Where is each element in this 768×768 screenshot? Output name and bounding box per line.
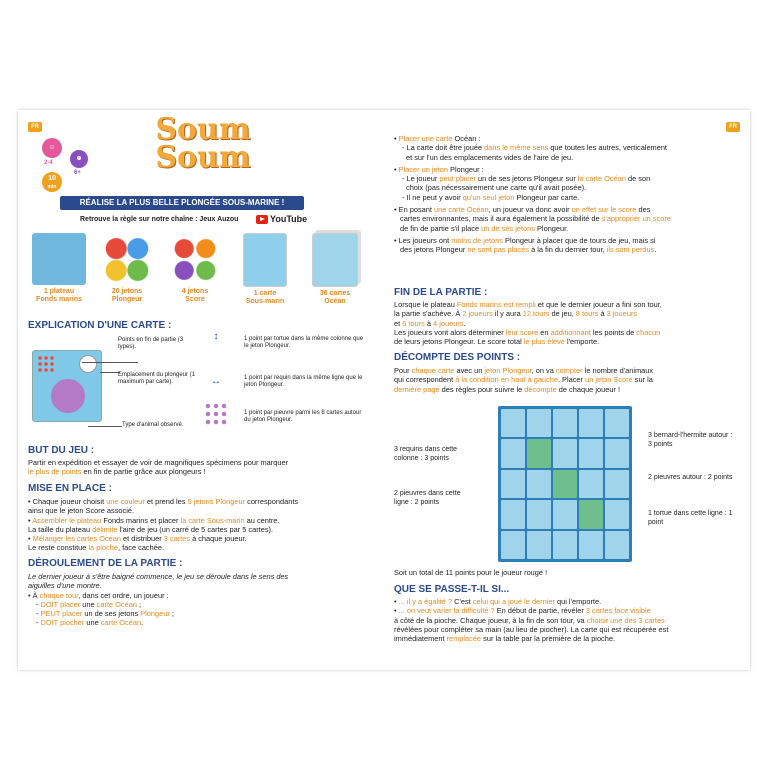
column-arrows-icon: ↕ bbox=[213, 331, 219, 342]
age-icon: ☻ bbox=[70, 150, 88, 168]
players-icon: ☺ bbox=[42, 138, 62, 158]
time-unit: min bbox=[47, 184, 57, 190]
diver-slot bbox=[79, 355, 97, 373]
component-label: 36 cartes Océan bbox=[319, 290, 351, 305]
tagline-banner: RÉALISE LA PLUS BELLE PLONGÉE SOUS-MARINE ! bbox=[60, 196, 304, 210]
youtube-link[interactable] bbox=[256, 214, 307, 224]
explication-title: EXPLICATION D'UNE CARTE : bbox=[28, 320, 172, 331]
youtube-label: YouTube bbox=[270, 214, 308, 224]
annotation-pieuvre: 1 point par pieuvre parmi les 8 cartes autour du jeton Plongeur. bbox=[244, 410, 362, 424]
scoring-total: Soit un total de 11 points pour le joueur rouge ! bbox=[394, 568, 548, 577]
deroulement-text: Le dernier joueur à s'être baigné commence, le jeu se déroule dans le sens des aiguilles d'une montre. • À chaque tour, dans cet ordre, un joueur : - DOIT placer une carte Océan ; - PEUT placer un de ses jetons Plongeur ; - DOIT piocher une carte Océan. bbox=[28, 572, 289, 628]
scoring-note-turtle: 1 tortue dans cette ligne : 1 point bbox=[648, 510, 733, 526]
passe-text: • ... il y a égalité ? C'est celui qui a joué le dernier qui l'emporte. • ... on veut varier la difficulté ? En début de partie, révéler 3 cartes face visible à côté de la pioche. Chaque joueur, à la fin de son tour, va choisir une des 3 cartes révélées pour compléter sa main (au lieu de piocher). La carte qui est récupérée est immédiatement remplacée sur la table par la première de la pioche. bbox=[394, 597, 669, 644]
annotation-requin: 1 point par requin dans la même ligne que le jeton Plongeur. bbox=[244, 375, 363, 389]
decompte-text: Pour chaque carte avec un jeton Plongeur, on va compter le nombre d'animaux qui correspondent à la condition en haut à gauche. Placer un jeton Score sur la dernière page des règles pour suivre le décompte de chaque joueur ! bbox=[394, 366, 654, 394]
but-title: BUT DU JEU : bbox=[28, 445, 95, 456]
fin-text: Lorsque le plateau Fonds marins est rempli et que le dernier joueur a fini son tour, la partie s'achève. À 2 joueurs il y aura 12 tours de jeu, 8 tours à 3 joueurs et 6 tours à 4 joueurs. Les joueurs vont alors déterminer leur score en additionnant les points de chacun de leurs jetons Plongeur. Le score total le plus élevé l'emporte. bbox=[394, 300, 662, 347]
scoring-note-octopus-around: 2 pieuvres autour : 2 points bbox=[648, 474, 733, 481]
but-text: Partir en expédition et essayer de voir de magnifiques spécimens pour marquer le plus de points en fin de partie grâce aux plongeurs ! bbox=[28, 458, 289, 477]
left-page bbox=[18, 110, 384, 670]
deroulement-title: DÉROULEMENT DE LA PARTIE : bbox=[28, 558, 183, 569]
age-label: 6+ bbox=[74, 170, 81, 176]
mise-text: • Chaque joueur choisit une couleur et prend les 5 jetons Plongeur correspondants ainsi que le jeton Score associé. • Assembler le plateau Fonds marins et placer la carte Sous-marin au centre. La taille du plateau délimite l'aire de jeu (un carré de 5 cartes par 5 cartes). • Mélanger les cartes Océan et distribuer 3 cartes à chaque joueur. Le reste constitue la pioche, face cachée. bbox=[28, 497, 299, 553]
points-dots bbox=[37, 355, 55, 373]
score-tokens-image bbox=[168, 233, 222, 285]
component-diver-tokens bbox=[94, 233, 160, 304]
diver-tokens-image bbox=[100, 233, 154, 285]
component-label: 4 jetons Score bbox=[181, 288, 209, 303]
component-label: 1 carte Sous-marin bbox=[245, 290, 285, 305]
language-tag-right: FR bbox=[726, 122, 740, 132]
ocean-cards-image bbox=[312, 233, 358, 287]
annotation-type: Type d'animal observé. bbox=[122, 422, 184, 428]
component-label: 1 plateau Fonds marins bbox=[36, 288, 82, 303]
submarine-card-image bbox=[243, 233, 287, 287]
channel-text: Retrouve la règle sur notre chaîne : Jeux Auzou bbox=[80, 216, 239, 223]
surrounding-octopus-icon bbox=[204, 402, 228, 426]
component-label: 20 jetons Plongeur bbox=[111, 288, 143, 303]
board-image bbox=[32, 233, 86, 285]
rulebook-spread bbox=[18, 110, 750, 670]
example-card bbox=[32, 350, 102, 422]
clock-icon bbox=[42, 172, 62, 192]
component-ocean-cards bbox=[302, 233, 368, 306]
players-count: 2-4 bbox=[44, 160, 53, 166]
logo-line1: Soum bbox=[155, 112, 251, 147]
scoring-note-hermit: 3 bernard-l'hermite autour : 3 points bbox=[648, 432, 733, 448]
component-score-tokens bbox=[162, 233, 228, 304]
annotation-tortue: 1 point par tortue dans la même colonne que le jeton Plongeur. bbox=[244, 336, 364, 350]
language-tag: FR bbox=[28, 122, 42, 132]
time-value: 10 bbox=[48, 175, 56, 182]
fin-title: FIN DE LA PARTIE : bbox=[394, 287, 488, 298]
mise-title: MISE EN PLACE : bbox=[28, 483, 112, 494]
component-board bbox=[26, 233, 92, 304]
placement-rules: • Placer une carte Océan : - La carte doit être jouée dans le même sens que toutes les autres, verticalement et sur l'un des emplacements vides de l'aire de jeu. • Placer un jeton Plongeur : - Le joueur peut placer un de ses jetons Plongeur sur la carte Océan de son choix (pas nécessairement une carte qu'il avait posée). - Il ne peut y avoir qu'un seul jeton Plongeur par carte. • En posant une carte Océan, un joueur va donc avoir un effet sur le score des cartes environnantes, mais il aura également la possibilité de s'approprier un score de fin de partie s'il place un de ses jetons Plongeur. • Les joueurs ont moins de jetons Plongeur à placer que de tours de jeu, mais si des jetons Plongeur ne sont pas placés à la fin du dernier tour, ils sont perdus. bbox=[394, 134, 671, 255]
right-page bbox=[384, 110, 750, 670]
component-submarine-card bbox=[232, 233, 298, 306]
row-arrows-icon: ↔ bbox=[211, 376, 221, 387]
scoring-note-sharks: 3 requins dans cette colonne : 3 points bbox=[394, 446, 458, 462]
example-board bbox=[498, 406, 632, 562]
youtube-play-icon bbox=[256, 215, 268, 224]
logo-line2: Soum bbox=[155, 140, 251, 175]
annotation-points: Points en fin de partie (3 types). bbox=[118, 337, 184, 351]
octopus-illustration bbox=[51, 379, 85, 413]
annotation-emplacement: Emplacement du plongeur (1 maximum par carte). bbox=[118, 372, 196, 386]
passe-title: QUE SE PASSE-T-IL SI... bbox=[394, 584, 510, 595]
decompte-title: DÉCOMPTE DES POINTS : bbox=[394, 352, 521, 363]
game-logo bbox=[148, 112, 258, 175]
scoring-note-octopus-row: 2 pieuvres dans cette ligne : 2 points bbox=[394, 490, 461, 506]
